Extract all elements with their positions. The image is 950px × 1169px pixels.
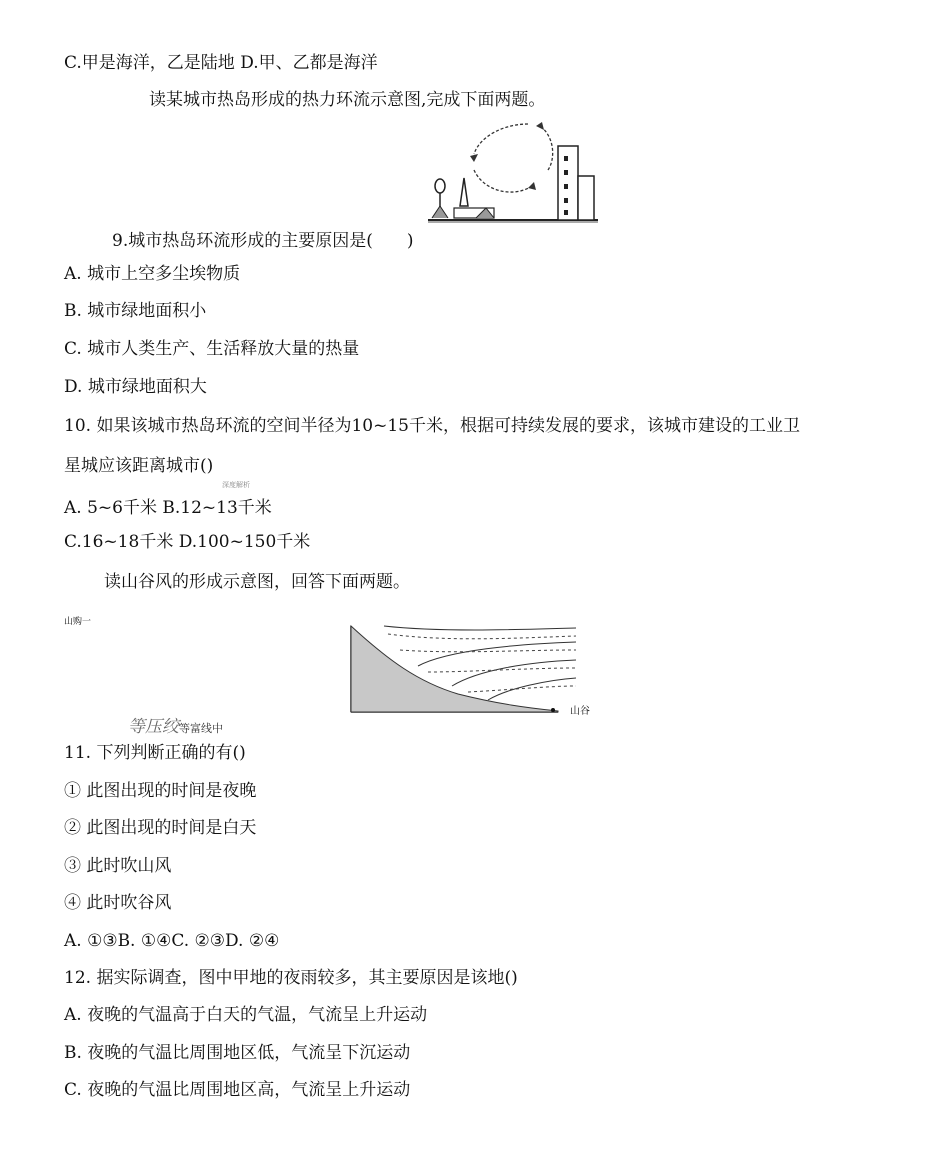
option-line-c-d: C.甲是海洋，乙是陆地 D.甲、乙都是海洋 — [64, 53, 378, 73]
question-11: 11. 下列判断正确的有() — [64, 743, 246, 763]
question-11-statement-4: ④ 此时吹谷风 — [64, 893, 172, 913]
figure2-valley-label: 山谷 — [570, 706, 590, 717]
legend-contour-label: 等富线中 — [179, 722, 223, 735]
question-11-options: A. ①③B. ①④C. ②③D. ②④ — [64, 931, 280, 951]
figure1-intro: 读某城市热岛形成的热力环流示意图,完成下面两题。 — [149, 90, 546, 110]
question-11-statement-2: ② 此图出现的时间是白天 — [64, 818, 257, 838]
valley-wind-diagram — [348, 620, 588, 716]
figure2-legend — [128, 712, 223, 737]
figure2-top-left-label: 山购一 — [64, 617, 92, 627]
figure2-intro: 读山谷风的形成示意图，回答下面两题。 — [104, 572, 410, 592]
question-9-option-d: D. 城市绿地面积大 — [64, 377, 207, 397]
question-10-options-cd: C.16~18千米 D.100~150千米 — [64, 532, 311, 552]
heat-island-diagram — [424, 118, 604, 230]
question-11-statement-3: ③ 此时吹山风 — [64, 856, 172, 876]
question-10-line2: 星城应该距离城市() — [64, 456, 214, 476]
question-12: 12. 据实际调查，图中甲地的夜雨较多，其主要原因是该地() — [64, 968, 518, 988]
legend-isobar-label: 等压绞 — [128, 717, 179, 737]
question-9-option-b: B. 城市绿地面积小 — [64, 301, 207, 321]
question-9-option-c: C. 城市人类生产、生活释放大量的热量 — [64, 339, 360, 359]
question-12-option-c: C. 夜晚的气温比周围地区高，气流呈上升运动 — [64, 1080, 411, 1100]
question-12-option-a: A. 夜晚的气温高于白天的气温，气流呈上升运动 — [64, 1005, 428, 1025]
watermark-text: 深度解析 — [222, 481, 250, 489]
question-9-option-a: A. 城市上空多尘埃物质 — [64, 264, 241, 284]
question-10-options-ab: A. 5~6千米 B.12~13千米 — [64, 498, 272, 518]
question-12-option-b: B. 夜晚的气温比周围地区低，气流呈下沉运动 — [64, 1043, 411, 1063]
question-10-line1: 10. 如果该城市热岛环流的空间半径为10~15千米，根据可持续发展的要求，该城市建设的工业卫 — [64, 416, 800, 436]
question-11-statement-1: ① 此图出现的时间是夜晚 — [64, 781, 257, 801]
question-9: 9.城市热岛环流形成的主要原因是( ) — [112, 231, 414, 251]
